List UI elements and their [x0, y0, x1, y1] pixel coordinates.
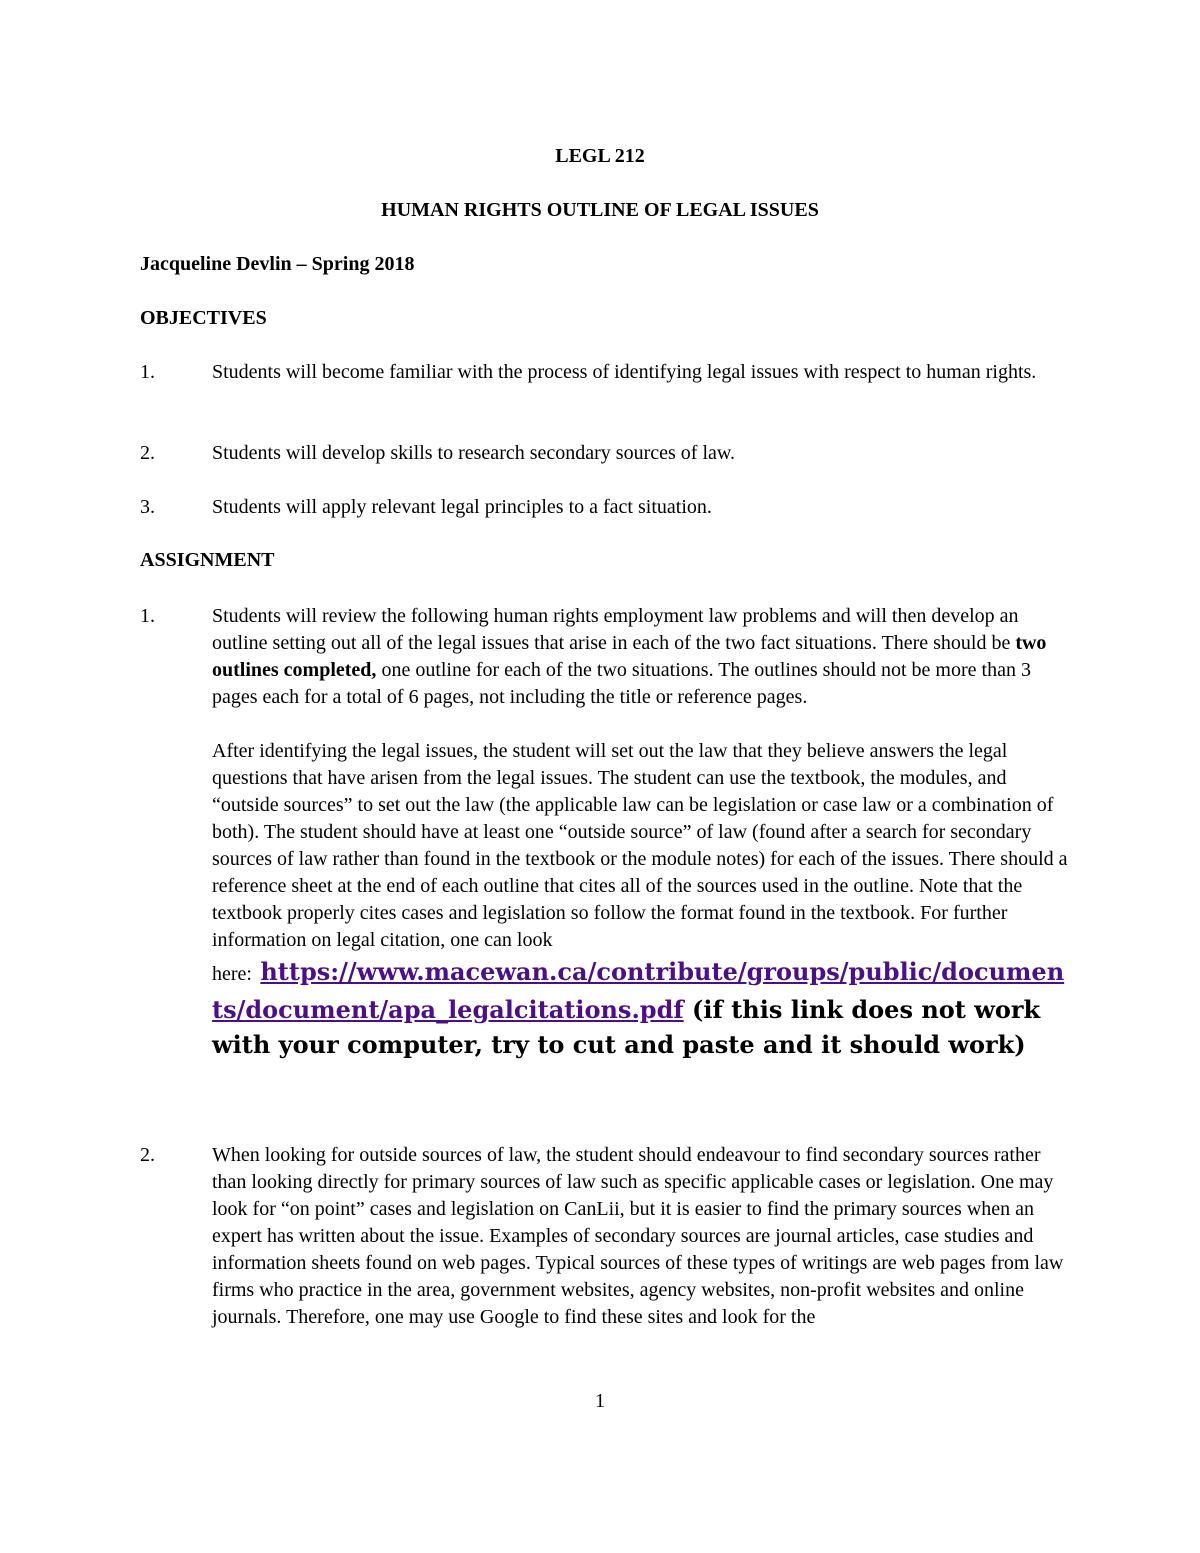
- document-title: HUMAN RIGHTS OUTLINE OF LEGAL ISSUES: [381, 199, 819, 221]
- legal-citation-link-block: [212, 954, 1072, 1062]
- link-note: (if this link does not work with your computer, try to cut and paste and it should work): [212, 995, 1041, 1059]
- bold-emphasis: two outlines completed,: [212, 632, 1047, 681]
- paragraph-text: Students will review the following human rights employment law problems and will then develop an outline setting out all of the legal issues that arise in each of the two fact situations. There should be: [212, 605, 1019, 654]
- assignment-item-1-paragraph-1: [212, 603, 1072, 711]
- assignment-number-1: 1.: [140, 605, 155, 627]
- objective-number-3: 3.: [140, 496, 155, 518]
- objective-number-1: 1.: [140, 361, 155, 383]
- paragraph-text: one outline for each of the two situations. The outlines should not be more than 3 pages each for a total of 6 pages, not including the title or reference pages.: [212, 659, 1031, 708]
- legal-citations-link[interactable]: https://www.macewan.ca/contribute/groups/public/documents/document/apa_legalcitations.pdf: [212, 957, 1065, 1024]
- assignment-heading: ASSIGNMENT: [140, 549, 275, 571]
- assignment-item-2: When looking for outside sources of law, the student should endeavour to find secondary sources rather than looking directly for primary sources of law such as specific applicable cases or legislation. One may look for “on point” cases and legislation on CanLii, but it is easier to find the primary sources when an expert has written about the issue. Examples of secondary sources are journal articles, case studies and information sheets found on web pages. Typical sources of these types of writings are web pages from law firms who practice in the area, government websites, agency websites, non-profit websites and online journals. Therefore, one may use Google to find these sites and look for the: [212, 1144, 1064, 1328]
- assignment-number-2: 2.: [140, 1144, 155, 1166]
- course-code-heading: LEGL 212: [555, 145, 645, 167]
- objectives-heading: OBJECTIVES: [140, 307, 267, 329]
- assignment-item-1: [212, 603, 1072, 1062]
- page-number: 1: [595, 1390, 605, 1412]
- here-label: here:: [212, 963, 252, 985]
- author-line: Jacqueline Devlin – Spring 2018: [140, 253, 415, 275]
- objective-text-3: Students will apply relevant legal principles to a fact situation.: [212, 496, 712, 518]
- objective-text-2: Students will develop skills to research secondary sources of law.: [212, 442, 736, 464]
- objective-text-1: Students will become familiar with the process of identifying legal issues with respect to human rights.: [212, 361, 1037, 383]
- assignment-item-1-paragraph-2: After identifying the legal issues, the student will set out the law that they believe answers the legal questions that have arisen from the legal issues. The student can use the textbook, the modules, and “outside sources” to set out the law (the applicable law can be legislation or case law or a combination of both). The student should have at least one “outside source” of law (found after a search for secondary sources of law rather than found in the textbook or the module notes) for each of the issues. There should a reference sheet at the end of each outline that cites all of the sources used in the outline. Note that the textbook properly cites cases and legislation so follow the format found in the textbook. For further information on legal citation, one can look: [212, 740, 1068, 951]
- objective-number-2: 2.: [140, 442, 155, 464]
